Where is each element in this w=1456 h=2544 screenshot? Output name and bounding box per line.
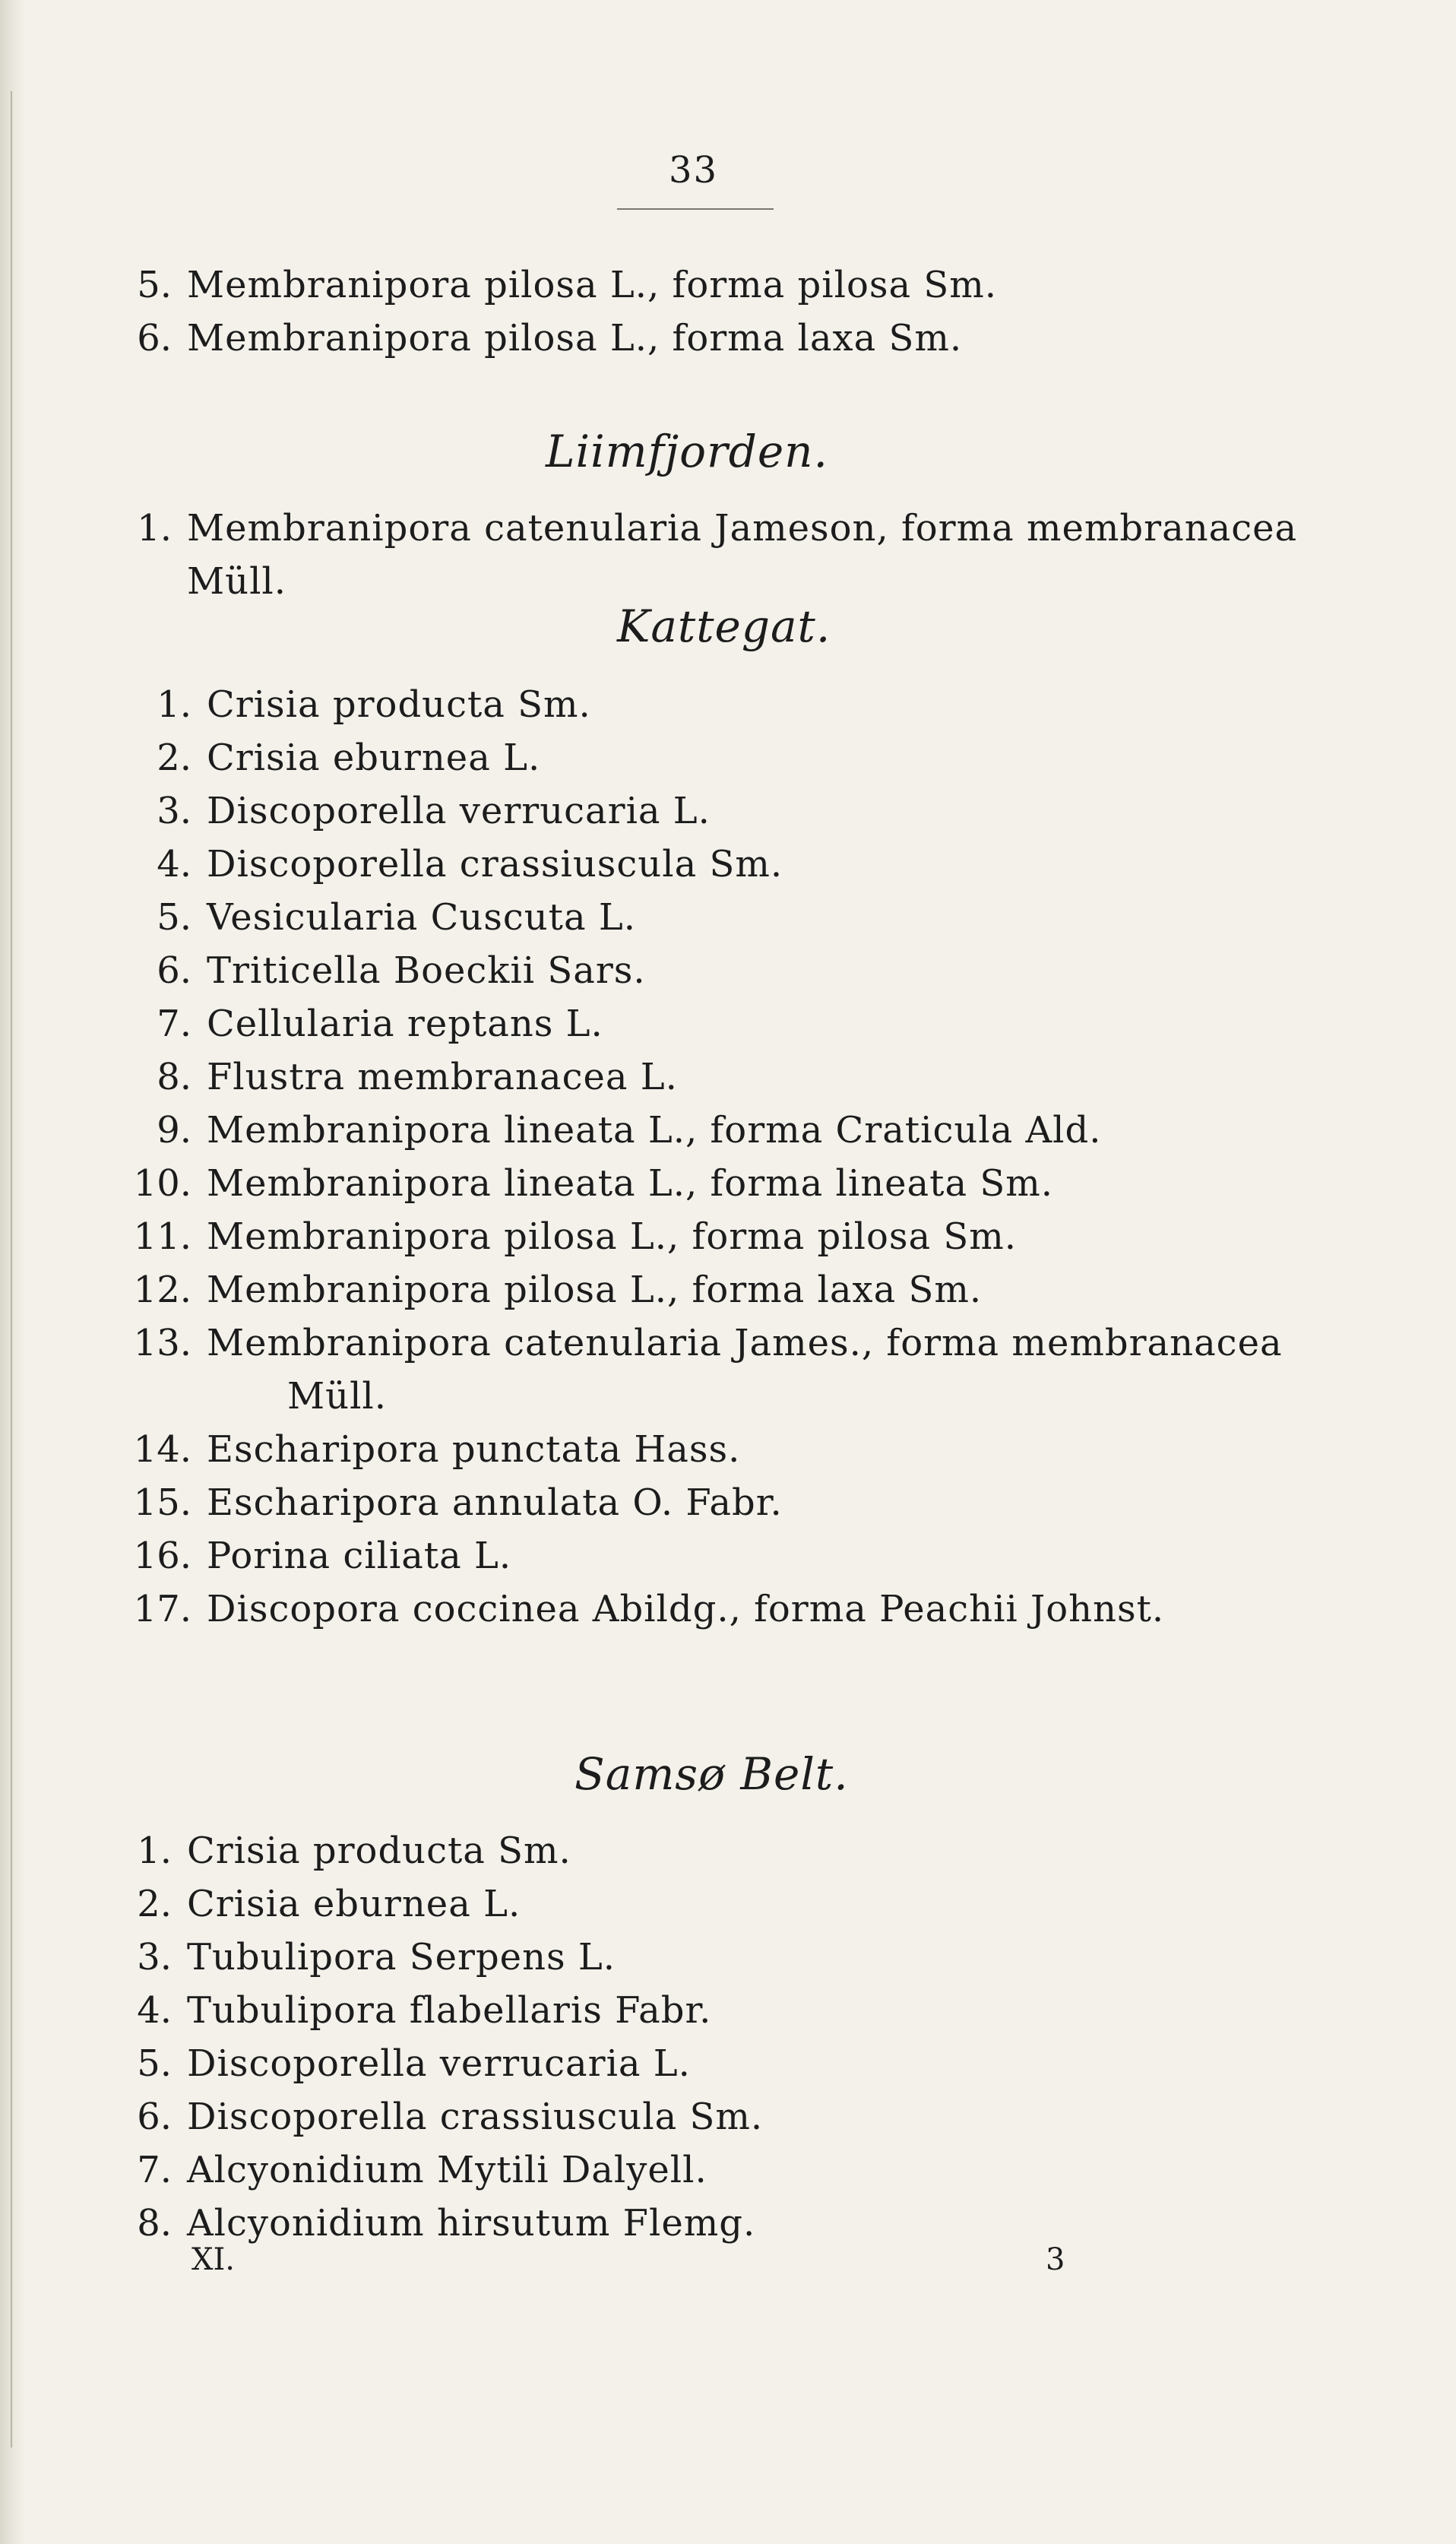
item-text: Alcyonidium Mytili Dalyell. — [187, 2149, 707, 2191]
item-text: Crisia eburnea L. — [187, 1883, 521, 1925]
list-item — [157, 678, 1438, 731]
list-item — [157, 784, 1438, 838]
list-item — [157, 1050, 1438, 1104]
list-item — [137, 2197, 1403, 2250]
item-text: Porina ciliata L. — [207, 1535, 512, 1577]
item-text: Crisia eburnea L. — [207, 737, 541, 779]
item-text: Discoporella crassiuscula Sm. — [187, 2096, 764, 2138]
item-text: Discoporella crassiuscula Sm. — [207, 843, 783, 885]
item-text: Discopora coccinea Abildg., forma Peachii Johnst. — [207, 1588, 1165, 1630]
limfjorden-list — [137, 502, 1441, 608]
list-item — [137, 2037, 1403, 2090]
item-number: 7. — [137, 2149, 172, 2191]
item-text: Escharipora punctata Hass. — [207, 1428, 741, 1471]
item-number: 2. — [157, 737, 191, 779]
item-text: Membranipora pilosa L., forma pilosa Sm. — [187, 264, 998, 306]
list-item — [137, 1984, 1403, 2037]
list-item — [137, 2090, 1403, 2143]
item-text: Membranipora lineata L., forma Craticula Ald. — [207, 1109, 1102, 1152]
list-item — [133, 1423, 1438, 1476]
item-number: 17. — [133, 1588, 191, 1630]
item-number: 9. — [157, 1109, 191, 1152]
item-text: Tubulipora Serpens L. — [187, 1936, 616, 1978]
sheet-signature: XI. — [191, 2242, 235, 2277]
item-number: 3. — [137, 1936, 172, 1978]
item-number: 2. — [137, 1883, 172, 1925]
item-number: 5. — [157, 896, 191, 939]
page-number-rule — [617, 208, 774, 210]
list-item — [137, 312, 1403, 365]
list-item — [133, 1582, 1438, 1636]
item-text: Membranipora catenularia James., forma membranacea — [207, 1322, 1283, 1364]
list-item — [133, 1529, 1438, 1582]
section-title-limfjorden: Liimfjorden. — [546, 426, 828, 477]
item-number: 1. — [157, 683, 191, 726]
item-number: 11. — [133, 1215, 191, 1258]
item-text: Alcyonidium hirsutum Flemg. — [187, 2202, 756, 2245]
item-number: 1. — [137, 1830, 172, 1872]
list-item — [133, 1263, 1438, 1316]
item-number: 4. — [157, 843, 191, 885]
item-text: Vesicularia Cuscuta L. — [207, 896, 636, 939]
item-number: 8. — [137, 2202, 172, 2245]
list-item — [157, 1104, 1438, 1157]
item-text: Discoporella verrucaria L. — [207, 790, 711, 832]
item-text: Membranipora pilosa L., forma laxa Sm. — [187, 317, 963, 360]
list-item — [157, 731, 1438, 784]
page-number: 33 — [669, 149, 719, 192]
item-text: Crisia producta Sm. — [187, 1830, 571, 1872]
list-item — [137, 2143, 1403, 2197]
item-text: Membranipora pilosa L., forma pilosa Sm. — [207, 1215, 1018, 1258]
item-number: 16. — [133, 1535, 191, 1577]
item-number: 10. — [133, 1162, 191, 1205]
item-number: 15. — [133, 1481, 191, 1524]
page-binding-edge — [0, 0, 26, 2544]
item-number: 5. — [137, 2042, 172, 2085]
list-item — [137, 1877, 1403, 1931]
item-text: Triticella Boeckii Sars. — [207, 949, 646, 992]
item-text: Flustra membranacea L. — [207, 1056, 678, 1098]
list-item — [133, 1316, 1438, 1423]
list-item — [157, 891, 1438, 944]
item-text: Escharipora annulata O. Fabr. — [207, 1481, 783, 1524]
item-text: Cellularia reptans L. — [207, 1003, 603, 1045]
list-item — [157, 997, 1438, 1050]
item-text: Membranipora pilosa L., forma laxa Sm. — [207, 1269, 983, 1311]
item-text: Membranipora lineata L., forma lineata Sm. — [207, 1162, 1053, 1205]
kattegat-list — [133, 678, 1438, 1636]
item-number: 5. — [137, 264, 172, 306]
item-number: 3. — [157, 790, 191, 832]
item-number: 8. — [157, 1056, 191, 1098]
item-number: 6. — [137, 317, 172, 360]
list-item — [137, 502, 1441, 608]
item-text: Tubulipora flabellaris Fabr. — [187, 1989, 712, 2032]
item-text: Membranipora catenularia Jameson, forma membranacea — [187, 507, 1298, 550]
item-number: 13. — [133, 1322, 191, 1364]
list-item — [157, 838, 1438, 891]
item-number: 4. — [137, 1989, 172, 2032]
list-item — [157, 944, 1438, 997]
top-list — [137, 258, 1403, 365]
section-title-kattegat: Kattegat. — [617, 600, 831, 652]
item-text: Discoporella verrucaria L. — [187, 2042, 691, 2085]
list-item — [133, 1157, 1438, 1210]
section-title-samso-belt: Samsø Belt. — [574, 1748, 849, 1800]
item-number: 14. — [133, 1428, 191, 1471]
list-item — [133, 1476, 1438, 1529]
samso-list — [137, 1824, 1403, 2250]
list-item — [137, 1931, 1403, 1984]
item-number: 1. — [137, 507, 172, 550]
item-number: 12. — [133, 1269, 191, 1311]
item-text-continuation: Müll. — [187, 560, 287, 603]
list-item — [137, 1824, 1403, 1877]
list-item — [133, 1210, 1438, 1263]
item-number: 7. — [157, 1003, 191, 1045]
item-text: Crisia producta Sm. — [207, 683, 591, 726]
sheet-number: 3 — [1046, 2242, 1065, 2277]
item-number: 6. — [137, 2096, 172, 2138]
list-item — [137, 258, 1403, 312]
item-text-continuation: Müll. — [287, 1375, 388, 1418]
page-binding-line — [11, 91, 12, 2447]
item-number: 6. — [157, 949, 191, 992]
